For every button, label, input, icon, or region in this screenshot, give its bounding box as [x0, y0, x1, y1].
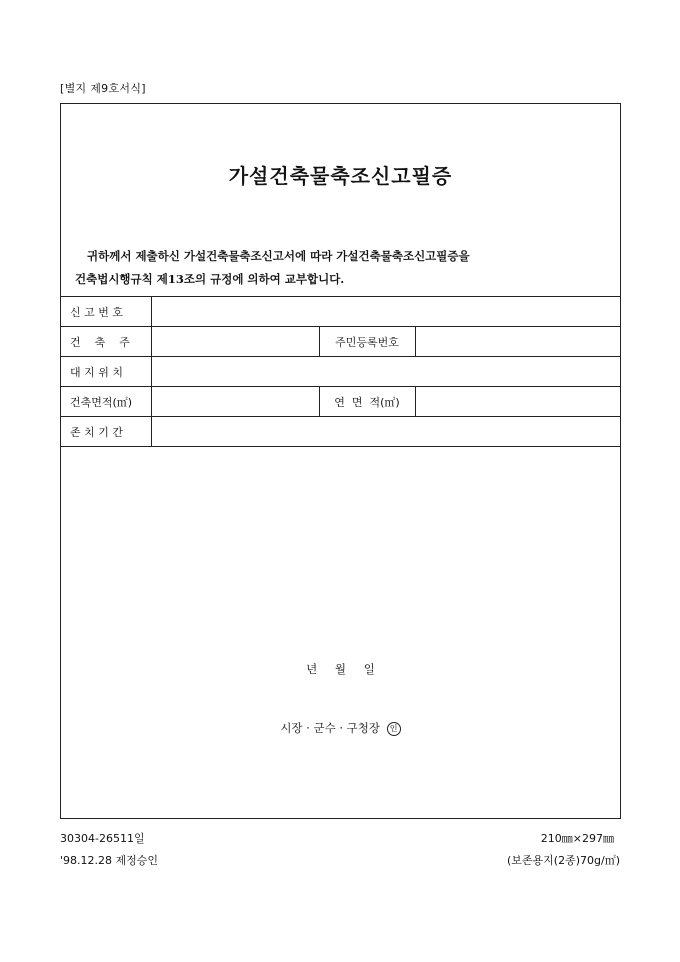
floor-area-label: 연 면 적(㎡): [319, 387, 415, 417]
report-no-label: 신 고 번 호: [60, 297, 151, 327]
form-number: [별지 제9호서식]: [60, 82, 146, 95]
approval-date: '98.12.28 제정승인: [60, 854, 159, 867]
owner-label: 건 축 주: [60, 327, 151, 357]
paper-size: 210㎜×297㎜: [540, 832, 614, 845]
table-row: [60, 297, 621, 327]
table-row: [60, 327, 621, 357]
issue-date: 년 월 일: [306, 662, 375, 676]
intro-line-2: 건축법시행규칙 제13조의 규정에 의하여 교부합니다.: [75, 272, 345, 286]
certificate-frame: [60, 103, 621, 819]
signer-title: 시장 · 군수 · 구청장: [280, 721, 381, 735]
table-row: [60, 357, 621, 387]
document-title: 가설건축물축조신고필증: [228, 164, 453, 188]
seal-icon: 인: [387, 722, 401, 736]
building-area-label: 건축면적(㎡): [60, 387, 151, 417]
duration-value[interactable]: [151, 417, 621, 447]
duration-label: 존 치 기 간: [60, 417, 151, 447]
form-code: 30304-26511일: [60, 832, 145, 845]
resident-no-label: 주민등록번호: [319, 327, 415, 357]
resident-no-value[interactable]: [415, 327, 621, 357]
table-row: [60, 417, 621, 447]
site-value[interactable]: [151, 357, 621, 387]
intro-line-1: 귀하께서 제출하신 가설건축물축조신고서에 따라 가설건축물축조신고필증을: [87, 249, 470, 263]
report-no-value[interactable]: [151, 297, 621, 327]
signer-line: [61, 720, 620, 736]
building-area-value[interactable]: [151, 387, 319, 417]
paper-spec: (보존용지(2종)70g/㎡): [507, 854, 620, 867]
table-row: [60, 387, 621, 417]
floor-area-value[interactable]: [415, 387, 621, 417]
owner-value[interactable]: [151, 327, 319, 357]
site-label: 대 지 위 치: [60, 357, 151, 387]
info-table: [60, 296, 621, 447]
